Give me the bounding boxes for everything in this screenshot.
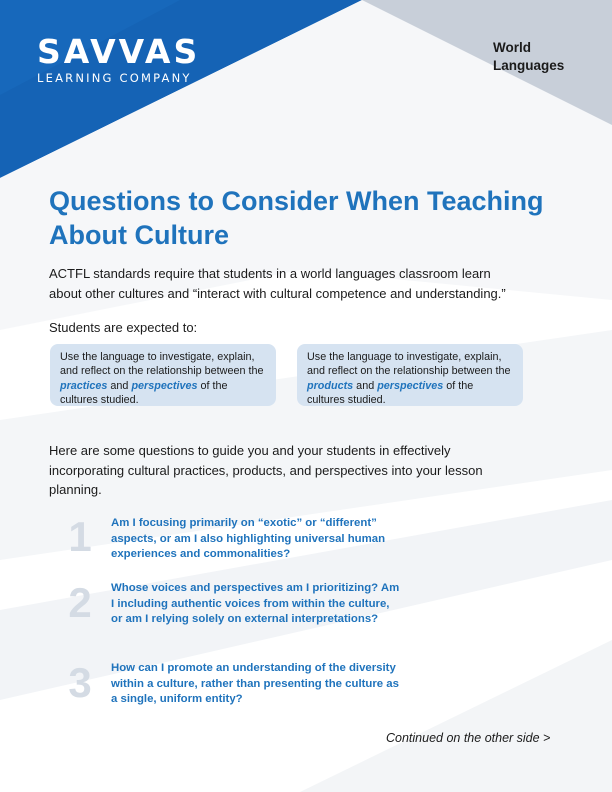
- logo-tagline: LEARNING COMPANY: [37, 71, 192, 85]
- continued-note: Continued on the other side >: [386, 731, 551, 745]
- question-number-1: 1: [68, 513, 92, 560]
- emphasis-perspectives: perspectives: [131, 379, 198, 392]
- expected-label: Students are expected to:: [49, 320, 198, 335]
- emphasis-perspectives: perspectives: [377, 379, 444, 392]
- question-number-3: 3: [68, 659, 92, 706]
- intro-paragraph: ACTFL standards require that students in a world languages classroom learn about other cultures and “interact with cultural competence and understanding.”: [49, 266, 506, 301]
- question-1: Am I focusing primarily on “exotic” or “different” aspects, or am I also highlighting universal human experiences and commonalities?: [111, 517, 386, 561]
- savvas-logo: [37, 34, 200, 85]
- page-title: Questions to Consider When Teaching About Culture: [49, 186, 544, 250]
- emphasis-products: products: [307, 379, 354, 392]
- question-3: How can I promote an understanding of the diversity within a culture, rather than presenting the culture as a single, uniform entity?: [111, 662, 399, 706]
- guide-paragraph: Here are some questions to guide you and your students in effectively incorporating cultural practices, products, and perspectives into your lesson planning.: [49, 443, 483, 497]
- standard-box-practices: Use the language to investigate, explain, and reflect on the relationship between the practices and perspectives of the cultures studied.: [50, 344, 276, 406]
- emphasis-practices: practices: [60, 379, 108, 392]
- standard-box-products: Use the language to investigate, explain, and reflect on the relationship between the products and perspectives of the cultures studied.: [297, 344, 523, 406]
- question-2: Whose voices and perspectives am I prioritizing? Am I including authentic voices from within the culture, or am I relying solely on external interpretations?: [111, 582, 400, 626]
- question-number-2: 2: [68, 579, 92, 626]
- section-label: World Languages: [493, 40, 565, 73]
- logo-wordmark: SAVVAS: [37, 32, 201, 71]
